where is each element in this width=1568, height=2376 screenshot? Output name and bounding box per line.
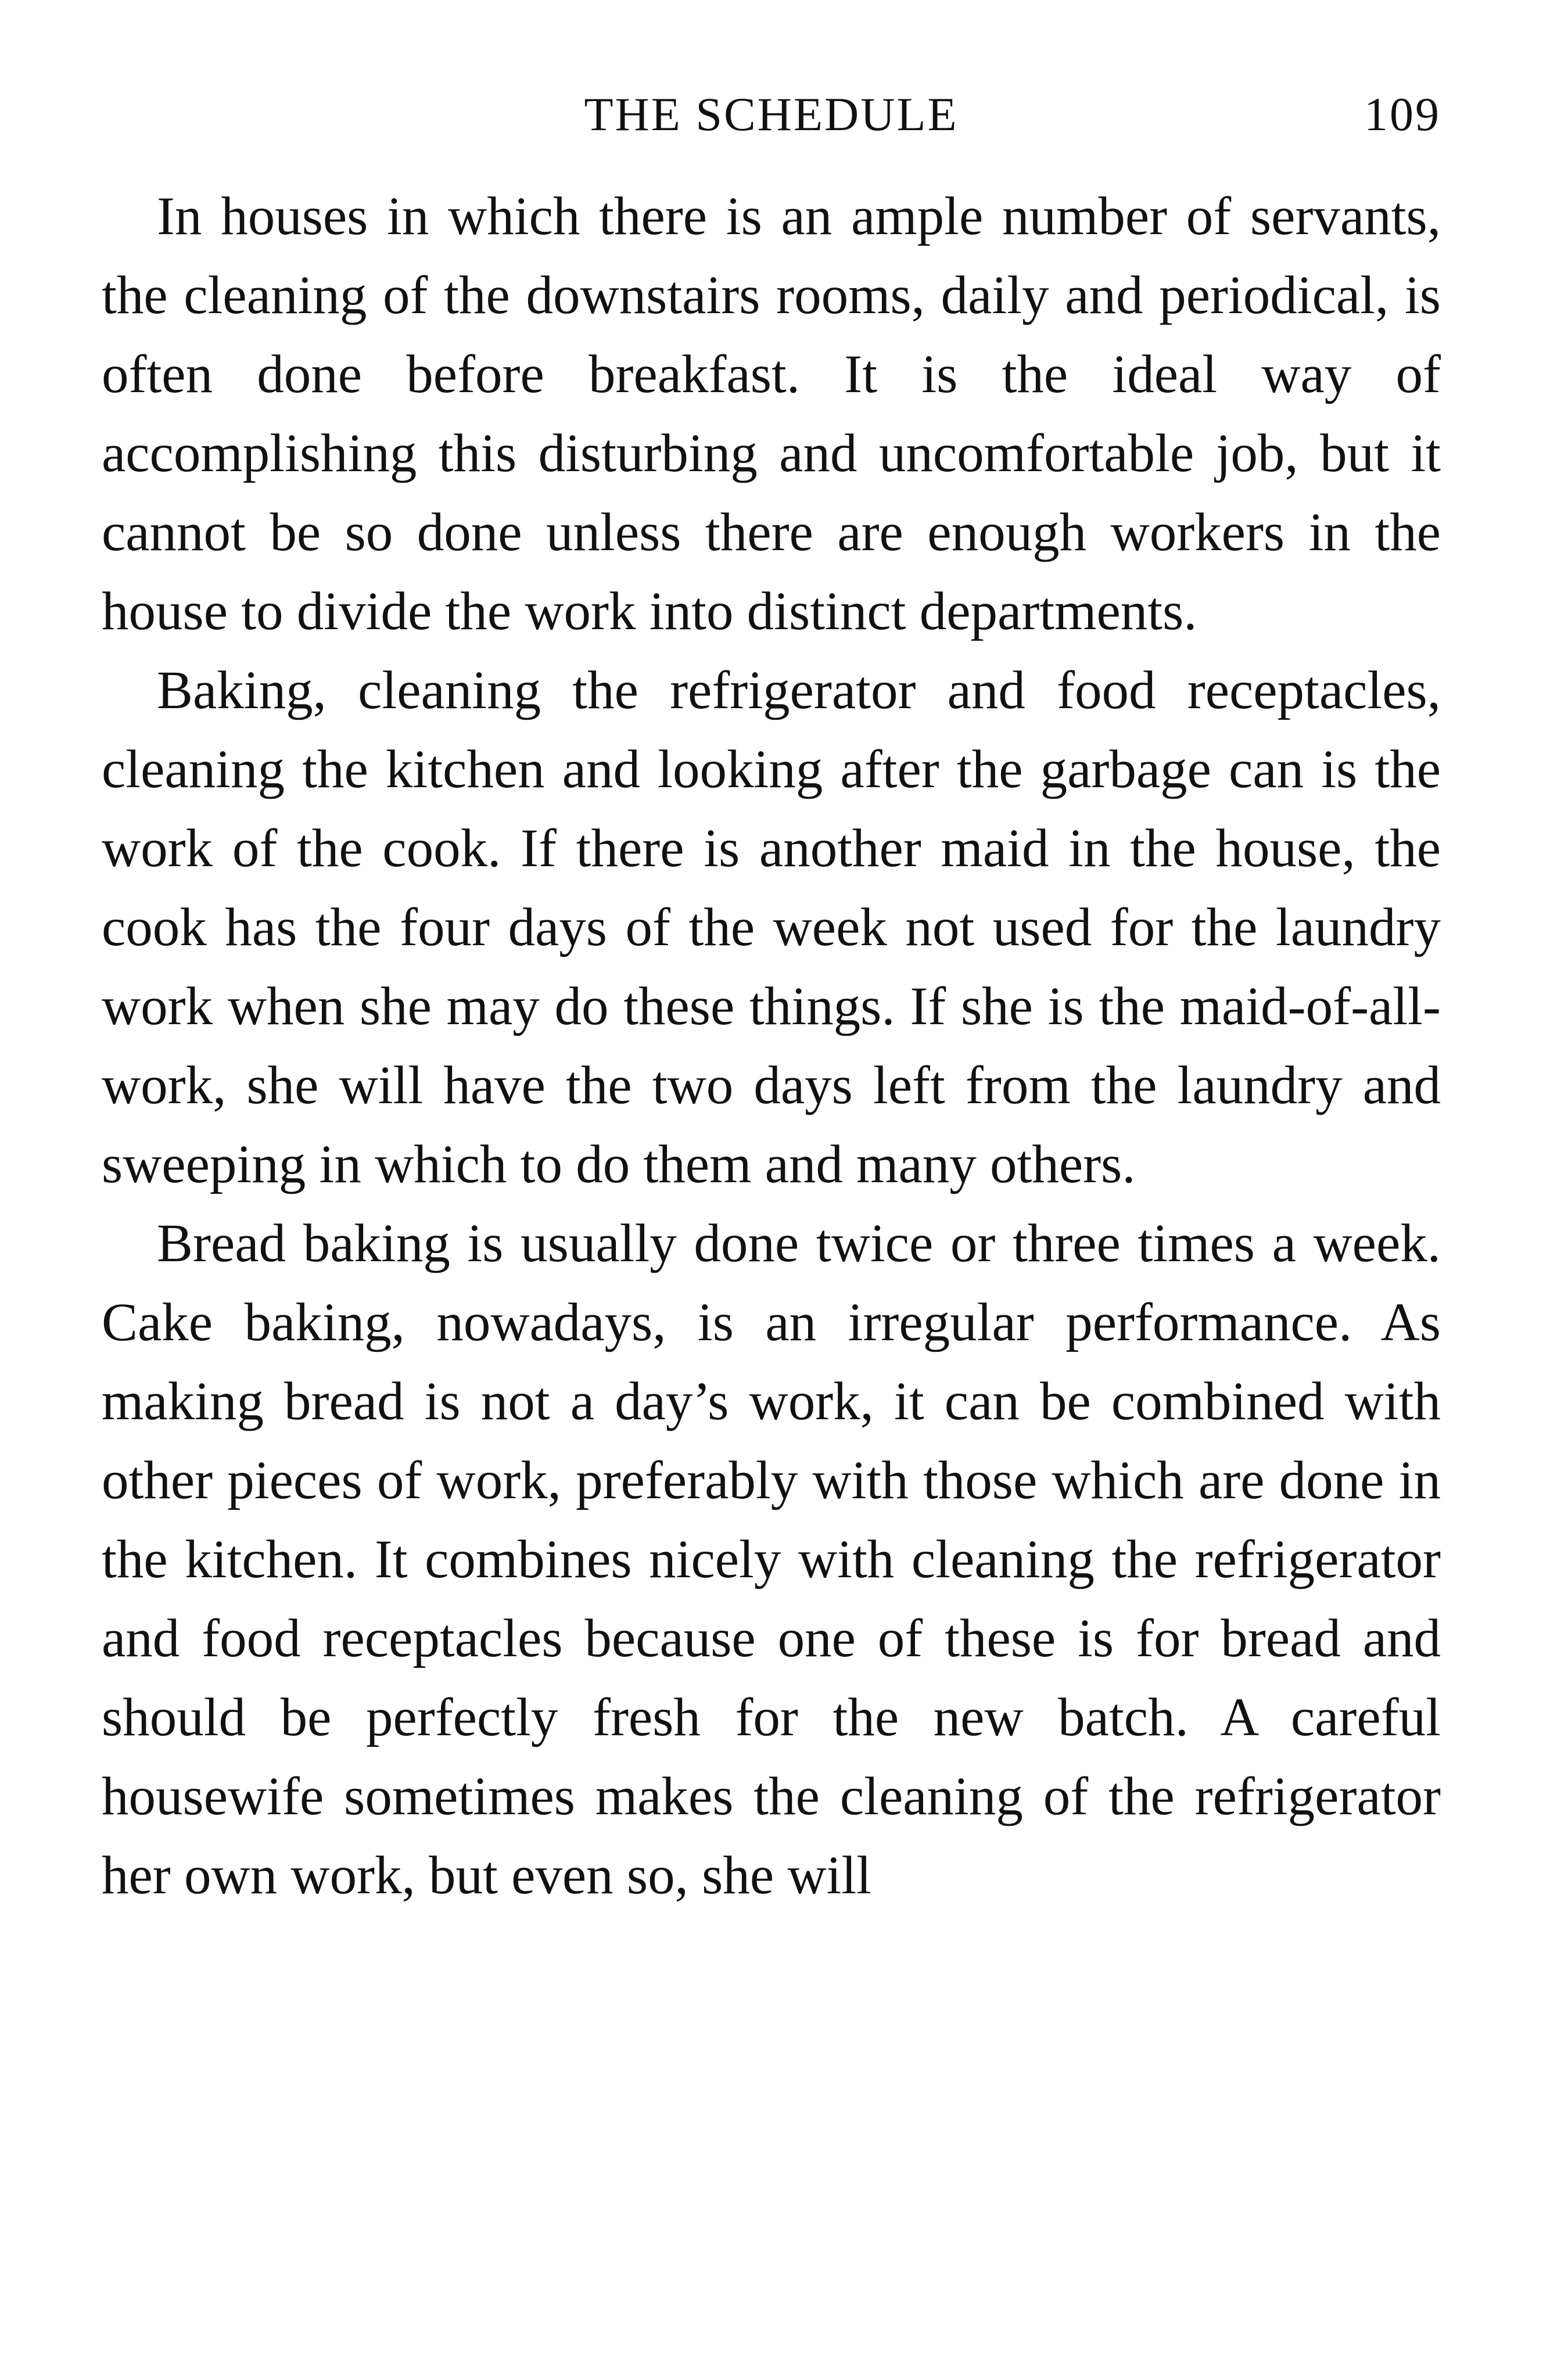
running-title: THE SCHEDULE bbox=[584, 88, 959, 141]
page-number: 109 bbox=[1364, 88, 1441, 141]
paragraph-cook-duties: Baking, cleaning the refrigerator and food receptacles, cleaning the kitchen and looking after the garbage can is the work of the cook. If there is another maid in the house, the cook has the four days of the week not used for the laundry work when she may do these things. If she is the maid-of-all-work, she will have the two days left from the laundry and sweeping in which to do them and many others. bbox=[102, 661, 1441, 1194]
body-text bbox=[102, 177, 1441, 1915]
paragraph-bread-baking: Bread baking is usually done twice or three times a week. Cake baking, nowadays, is an irregular performance. As making bread is not a day’s work, it can be combined with other pieces of work, preferably with those which are done in the kitchen. It combines nicely with cleaning the refrigerator and food receptacles because one of these is for bread and should be perfectly fresh for the new batch. A careful housewife sometimes makes the cleaning of the refrigerator her own work, but even so, she will bbox=[102, 1214, 1441, 1905]
running-head bbox=[102, 87, 1441, 151]
paragraph-servants-cleaning: In houses in which there is an ample number of servants, the cleaning of the downstairs rooms, daily and periodical, is often done before breakfast. It is the ideal way of accomplishing this disturbing and uncomfortable job, but it cannot be so done unless there are enough workers in the house to divide the work into distinct departments. bbox=[102, 186, 1441, 641]
